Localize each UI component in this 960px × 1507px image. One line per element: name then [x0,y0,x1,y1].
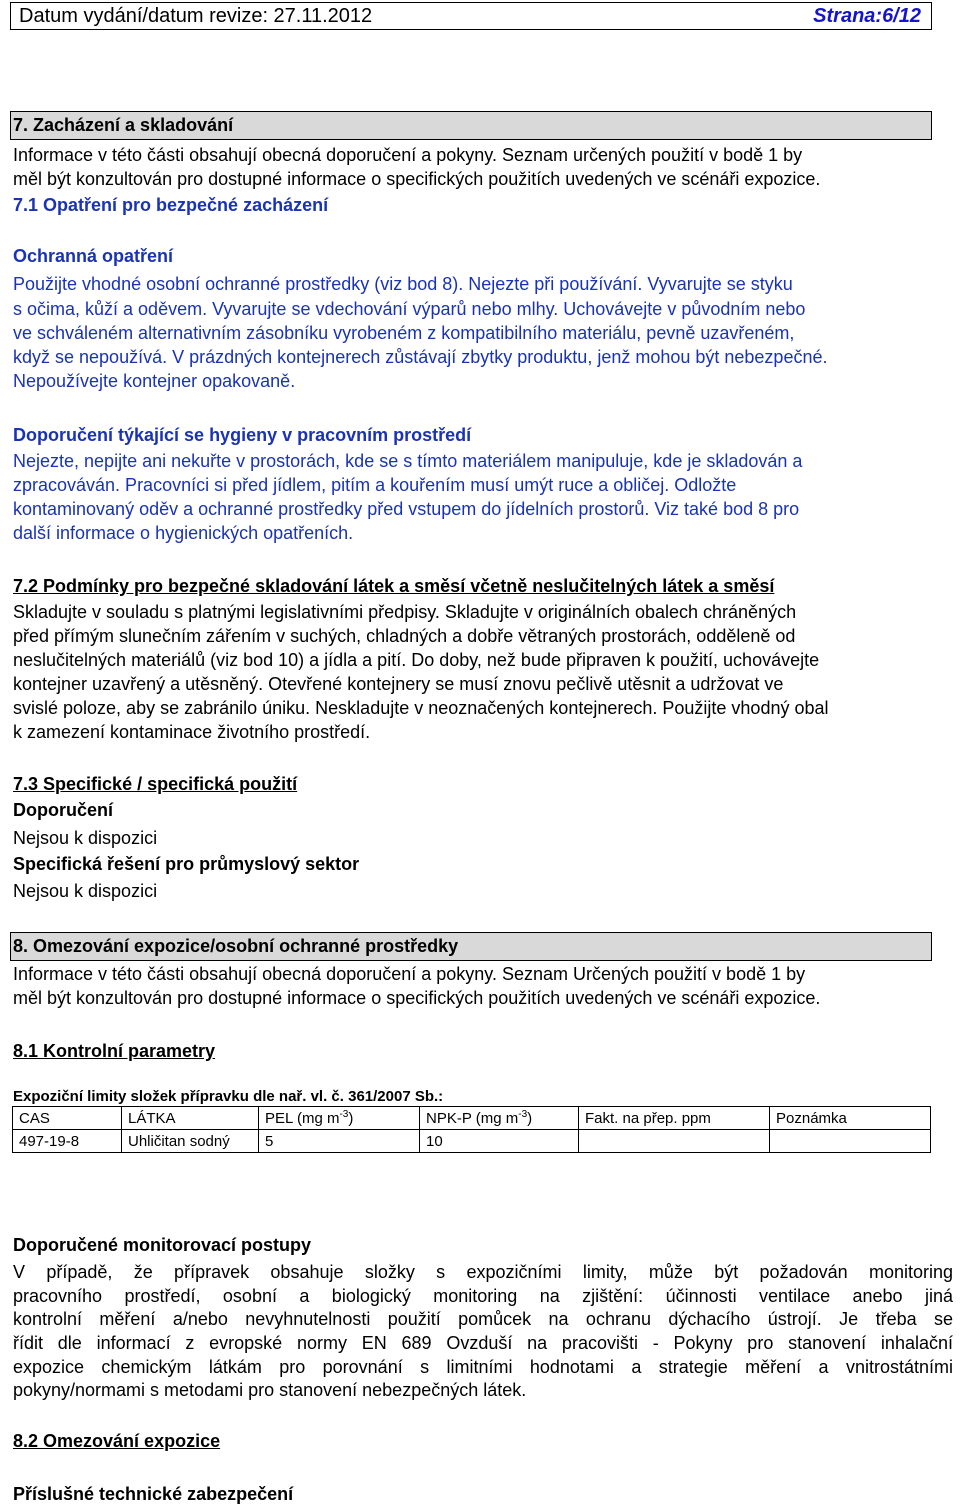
exposure-limits-title: Expoziční limity složek přípravku dle nař. vl. č. 361/2007 Sb.: [13,1088,444,1105]
cell-cas: 497-19-8 [13,1130,122,1153]
header-npk [420,1107,579,1130]
monitoring-line-2: pracovního prostředí, osobní a biologický monitoring na zjištění: účinnosti ventilace anebo jiná [13,1286,953,1306]
header-npk-close: ) [527,1109,533,1127]
header-npk-label: NPK-P (mg m [426,1109,519,1127]
protective-line-2: s očima, kůží a oděvem. Vyvarujte se vdechování výparů nebo mlhy. Uchovávejte v původním nebo [13,299,806,319]
recommendations-value: Nejsou k dispozici [13,828,158,848]
header-pel-label: PEL (mg m [265,1109,340,1127]
technical-controls-title: Příslušné technické zabezpečení [13,1484,294,1504]
section-8-title: 8. Omezování expozice/osobní ochranné prostředky [13,936,459,956]
monitoring-line-5: expozice chemickým látkám pro porovnání s limitními hodnotami a strategie měření a vnitrostátními [13,1357,953,1377]
table-header-row [13,1107,931,1130]
hygiene-title: Doporučení týkající se hygieny v pracovním prostředí [13,425,472,445]
cell-latka: Uhličitan sodný [122,1130,259,1153]
hygiene-line-3: kontaminovaný oděv a ochranné prostředky před vstupem do jídelních prostorů. Viz také bod 8 pro [13,499,800,519]
protective-line-3: ve schváleném alternativním zásobníku vyrobeném z kompatibilního materiálu, pevně uzavřeném, [13,323,795,343]
storage-line-1: Skladujte v souladu s platnými legislativními předpisy. Skladujte v originálních obalech chráněných [13,602,797,622]
section-7-title: 7. Zacházení a skladování [13,115,234,135]
protective-measures-title: Ochranná opatření [13,246,174,266]
storage-line-4: kontejner uzavřený a utěsněný. Otevřené kontejnery se musí znovu pečlivě utěsnit a udržovat ve [13,674,784,694]
monitoring-line-4: řídit dle informací z evropské normy EN 689 Ovzduší na pracovišti - Pokyny pro stanovení inhalační [13,1333,953,1353]
header-pel [259,1107,420,1130]
storage-line-3: neslučitelných materiálů (viz bod 10) a jídla a pití. Do doby, než bude připraven k použití, uchovávejte [13,650,820,670]
storage-line-2: před přímým slunečním zářením v suchých, chladných a dobře větraných prostorách, odděleně od [13,626,796,646]
header-pel-exp: -3 [339,1108,349,1120]
s8-intro-line-2: měl být konzultován pro dostupné informace o specifických použitích uvedených ve scénáři expozice. [13,988,821,1008]
monitoring-line-1: V případě, že přípravek obsahuje složky s expozičními limity, může být požadován monitoring [13,1262,953,1282]
heading-8-1: 8.1 Kontrolní parametry [13,1041,216,1061]
monitoring-line-3: kontrolní měření a/nebo nevyhnutelnosti použití pomůcek na ochranu dýchacího ústrojí. Je třeba se [13,1309,953,1329]
protective-line-5: Nepoužívejte kontejner opakovaně. [13,371,296,391]
table-row [13,1130,931,1153]
protective-line-4: když se nepoužívá. V prázdných kontejnerech zůstávají zbytky produktu, jenž mohou být nebezpečné. [13,347,828,367]
cell-pel: 5 [259,1130,420,1153]
header-pel-close: ) [348,1109,354,1127]
header-npk-exp: -3 [518,1108,528,1120]
hygiene-line-2: zpracováván. Pracovníci si před jídlem, pitím a kouřením musí umýt ruce a obličej. Odložte [13,475,737,495]
heading-7-3: 7.3 Specifické / specifická použití [13,774,298,794]
hygiene-line-1: Nejezte, nepijte ani nekuřte v prostorách, kde se s tímto materiálem manipuluje, kde je skladován a [13,451,803,471]
cell-fakt [579,1130,770,1153]
storage-line-5: svislé poloze, aby se zabránilo úniku. Neskladujte v neoznačených kontejnerech. Použijte vhodný obal [13,698,829,718]
heading-7-1: 7.1 Opatření pro bezpečné zacházení [13,195,329,215]
cell-npk: 10 [420,1130,579,1153]
recommendations-title: Doporučení [13,800,114,820]
monitoring-title: Doporučené monitorovací postupy [13,1235,312,1255]
s7-intro-line-1: Informace v této části obsahují obecná doporučení a pokyny. Seznam určených použití v bodě 1 by [13,145,803,165]
header-poznamka: Poznámka [770,1107,931,1130]
page-number: Strana:6/12 [813,5,921,27]
header-fakt: Fakt. na přep. ppm [579,1107,770,1130]
industrial-solutions-title: Specifická řešení pro průmyslový sektor [13,854,360,874]
industrial-solutions-value: Nejsou k dispozici [13,881,158,901]
monitoring-line-6: pokyny/normami s metodami pro stanovení nebezpečných látek. [13,1380,527,1400]
revision-date: Datum vydání/datum revize: 27.11.2012 [19,5,373,27]
cell-poznamka [770,1130,931,1153]
hygiene-line-4: další informace o hygienických opatřeních. [13,523,354,543]
heading-7-2: 7.2 Podmínky pro bezpečné skladování látek a směsí včetně neslučitelných látek a směsí [13,576,775,596]
header-latka: LÁTKA [122,1107,259,1130]
exposure-limits-table [12,1106,931,1153]
storage-line-6: k zamezení kontaminace životního prostředí. [13,722,371,742]
s7-intro-line-2: měl být konzultován pro dostupné informace o specifických použitích uvedených ve scénáři expozice. [13,169,821,189]
heading-8-2: 8.2 Omezování expozice [13,1431,221,1451]
header-cas: CAS [13,1107,122,1130]
s8-intro-line-1: Informace v této části obsahují obecná doporučení a pokyny. Seznam Určených použití v bodě 1 by [13,964,806,984]
page-header [10,2,932,30]
protective-line-1: Použijte vhodné osobní ochranné prostředky (viz bod 8). Nejezte při používání. Vyvarujte se styku [13,274,793,294]
